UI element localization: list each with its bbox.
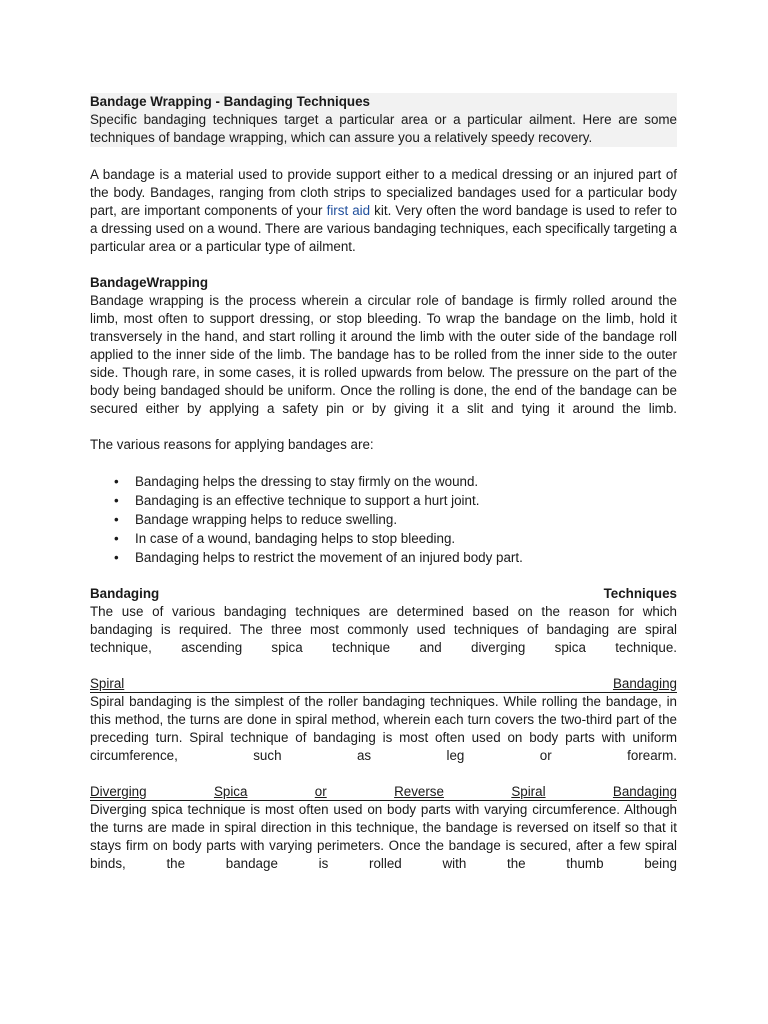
diverging-spica-paragraph: Diverging spica technique is most often used on body parts with varying circumference. Although the turns are made in spiral direction in this technique, the bandage is reversed on itself so that it stays firm on body parts with varying perimeters. Once the bandage is secured, after a few spiral binds, the bandage is rolled with the thumb being	[90, 802, 677, 871]
list-item: • Bandage wrapping helps to reduce swelling.	[135, 510, 677, 529]
diverging-heading-word: Diverging	[90, 784, 147, 799]
reasons-list	[90, 472, 677, 567]
para1-text-a: A bandage is a material used to provide support either to a medical dressing or an injured part of the body. Bandages, ranging from cloth strips to specialized bandages used for a particular body part, are important components of your	[90, 167, 677, 218]
techniques-paragraph: The use of various bandaging techniques are determined based on the reason for which bandaging is required. The three most commonly used techniques of bandaging are spiral technique, ascending spica technique and diverging spica technique.	[90, 604, 677, 655]
intro-box	[90, 93, 677, 147]
techniques-heading	[90, 585, 677, 603]
techniques-heading-right: Techniques	[603, 586, 677, 601]
diverging-heading-word: Spica	[213, 784, 248, 799]
spiral-bandaging-heading	[90, 675, 677, 693]
diverging-heading-word: Reverse	[394, 784, 444, 799]
bandage-definition-paragraph	[90, 166, 677, 256]
reasons-lead: The various reasons for applying bandages are:	[90, 437, 374, 452]
article-title: Bandage Wrapping - Bandaging Techniques	[90, 94, 370, 109]
diverging-heading-word: Spiral	[511, 784, 546, 799]
diverging-heading-word: Bandaging	[612, 784, 677, 799]
intro-text: Specific bandaging techniques target a particular area or a particular ailment. Here are some techniques of bandage wrapping, which can assure you a relatively speedy recovery.	[90, 112, 677, 145]
first-aid-link[interactable]: first aid	[326, 203, 371, 218]
bandage-wrapping-heading: BandageWrapping	[90, 275, 209, 290]
bandage-wrapping-paragraph: Bandage wrapping is the process wherein a circular role of bandage is firmly rolled around the limb, most often to support dressing, or stop bleeding. To wrap the bandage on the limb, hold it transversely in the hand, and start rolling it around the limb with the outer side of the bandage roll applied to the inner side of the limb. The bandage has to be rolled from the inner side to the outer side. Though rare, in some cases, it is rolled upwards from below. The pressure on the part of the body being bandaged should be uniform. Once the rolling is done, the end of the bandage can be secured either by applying a safety pin or by giving it a slit and tying it around the limb.	[90, 293, 677, 416]
techniques-heading-left: Bandaging	[90, 586, 160, 601]
spiral-heading-word: Spiral	[90, 676, 125, 691]
spiral-heading-word: Bandaging	[612, 676, 677, 691]
spiral-bandaging-paragraph: Spiral bandaging is the simplest of the roller bandaging techniques. While rolling the bandage, in this method, the turns are done in spiral method, wherein each turn covers the two-third part of the preceding turn. Spiral technique of bandaging is most often used on body parts with uniform circumference, such as leg or forearm.	[90, 694, 677, 763]
diverging-heading-word: or	[314, 784, 327, 799]
para1-text-b: kit. Very often the word bandage is used to refer to a dressing used on a wound. There are various bandaging techniques, each specifically targeting a particular area or a particular type of ailment.	[90, 203, 677, 254]
document-page	[90, 93, 677, 891]
diverging-spica-heading	[90, 783, 677, 801]
list-item: • Bandaging helps the dressing to stay firmly on the wound.	[135, 472, 677, 491]
list-item: • Bandaging is an effective technique to support a hurt joint.	[135, 491, 677, 510]
list-item: • In case of a wound, bandaging helps to stop bleeding.	[135, 529, 677, 548]
list-item: • Bandaging helps to restrict the movement of an injured body part.	[135, 548, 677, 567]
